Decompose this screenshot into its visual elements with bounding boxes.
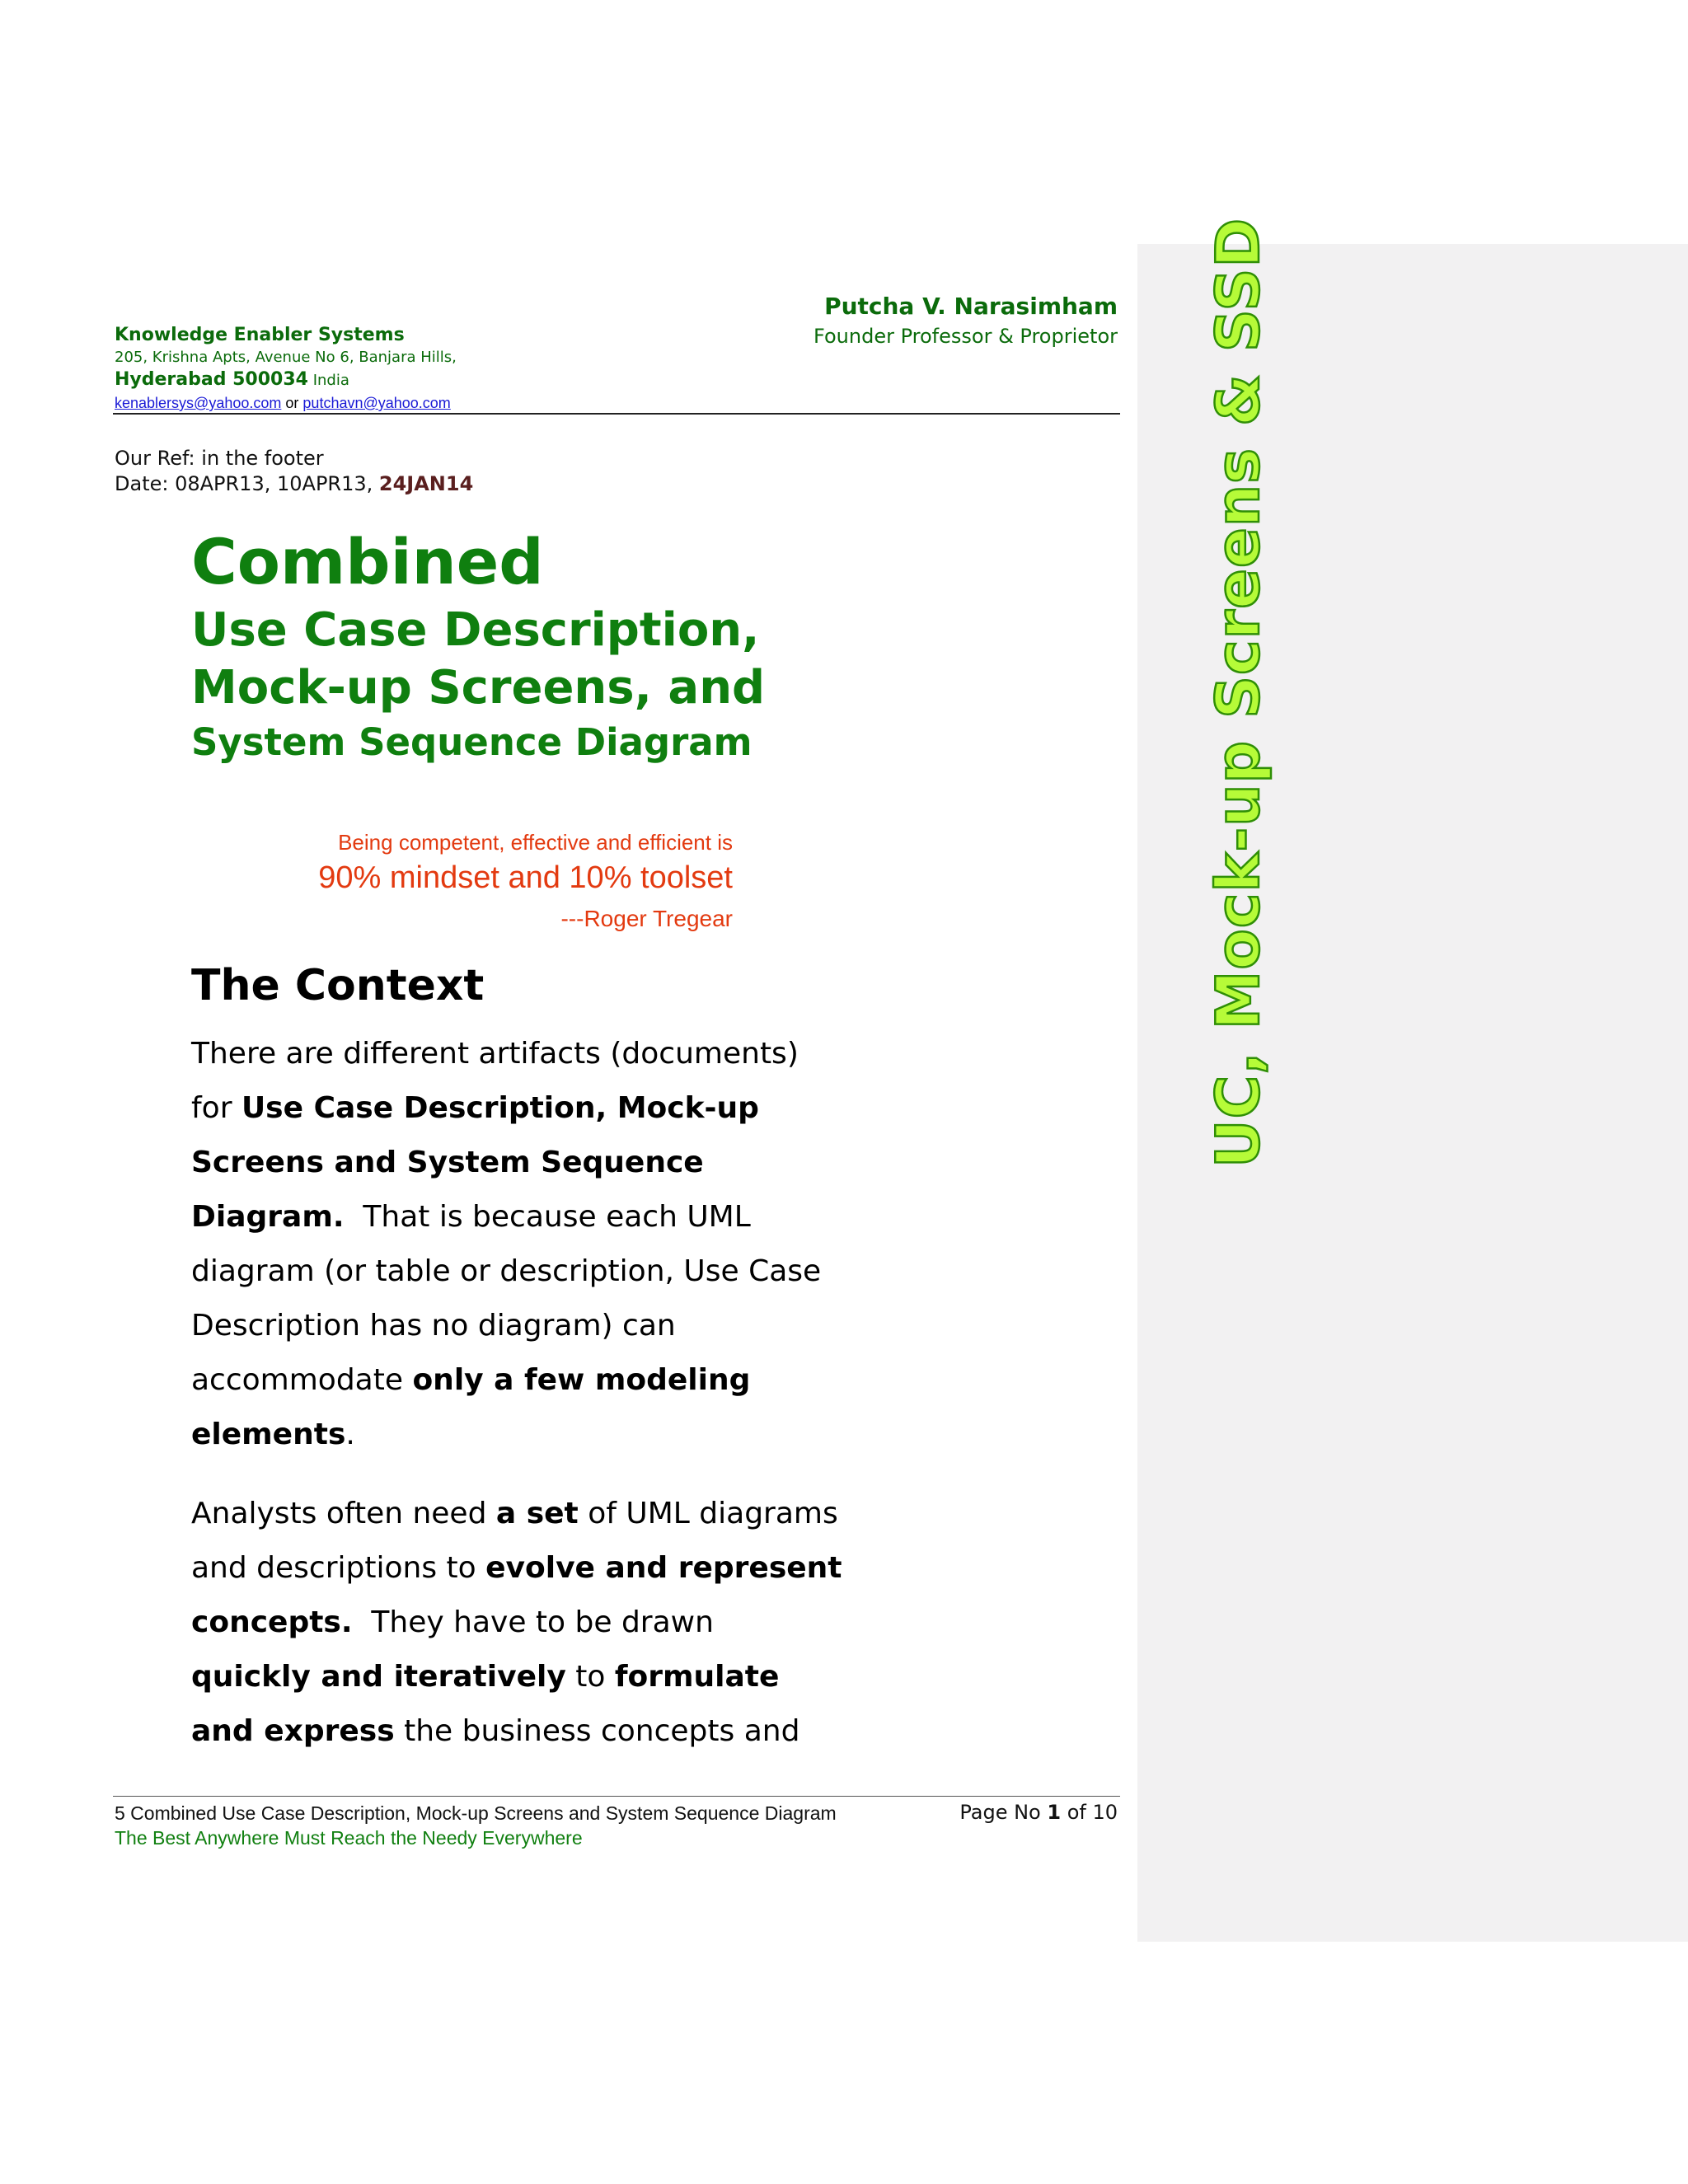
- country: India: [312, 372, 349, 389]
- vertical-title-text: UC, Mock-up Screens & SSD: [1203, 217, 1273, 1168]
- paragraph-1: [191, 1027, 821, 1462]
- para2-bold: and express: [191, 1714, 395, 1748]
- date-prefix: Date: 08APR13, 10APR13,: [115, 472, 379, 495]
- para2-line-4: [191, 1650, 842, 1704]
- page-suffix: of 10: [1061, 1801, 1118, 1824]
- city: Hyderabad 500034: [115, 369, 308, 390]
- reference-block: [115, 446, 473, 497]
- title-line-3: Mock-up Screens, and: [191, 661, 766, 715]
- page-current: 1: [1047, 1801, 1062, 1824]
- para2-text: to: [565, 1660, 615, 1694]
- date-highlight: 24JAN14: [378, 472, 474, 495]
- quote-author: ---Roger Tregear: [560, 906, 733, 931]
- paragraph-2: [191, 1487, 842, 1759]
- para1-text: accommodate: [191, 1363, 413, 1397]
- our-ref: Our Ref: in the footer: [115, 447, 324, 470]
- para1-bold: Screens and System Sequence: [191, 1146, 704, 1179]
- para1-line-8: [191, 1408, 821, 1462]
- email-line: [115, 392, 457, 414]
- para2-bold: quickly and iteratively: [191, 1660, 566, 1694]
- para1-bold: only a few modeling: [412, 1363, 751, 1397]
- letterhead-left: [115, 324, 457, 414]
- para2-text: the business concepts and: [394, 1714, 800, 1748]
- para2-line-5: [191, 1704, 842, 1759]
- email-separator: or: [285, 395, 299, 411]
- page-number: [959, 1799, 1118, 1825]
- footer-doc-title: 5 Combined Use Case Description, Mock-up Screens and System Sequence Diagram: [115, 1802, 837, 1824]
- title-line-2: Use Case Description,: [191, 603, 760, 657]
- address-line: 205, Krishna Apts, Avenue No 6, Banjara Hills,: [115, 349, 457, 366]
- para2-line-3: [191, 1596, 842, 1650]
- header-divider: [113, 413, 1120, 415]
- para1-text: That is because each UML: [344, 1200, 751, 1234]
- para2-bold: concepts.: [191, 1605, 353, 1639]
- document-title: [191, 523, 765, 768]
- city-line: [115, 368, 457, 392]
- para1-line-5: diagram (or table or description, Use Case: [191, 1254, 822, 1288]
- para1-line-6: Description has no diagram) can: [191, 1309, 676, 1343]
- para2-line-1: [191, 1487, 842, 1541]
- para1-text: .: [345, 1418, 355, 1451]
- quote-line-2: 90% mindset and 10% toolset: [318, 860, 733, 895]
- para1-bold: Use Case Description, Mock-up: [241, 1091, 759, 1125]
- date-line: [115, 471, 473, 497]
- quote-line-1: Being competent, effective and efficient is: [338, 830, 733, 855]
- para1-bold: elements: [191, 1418, 346, 1451]
- para2-text: of UML diagrams: [578, 1497, 838, 1530]
- email-link-2[interactable]: putchavn@yahoo.com: [302, 395, 451, 411]
- para1-line-7: [191, 1353, 821, 1408]
- page-prefix: Page No: [959, 1801, 1048, 1824]
- para1-text: for: [191, 1091, 241, 1125]
- footer-left: [115, 1801, 837, 1850]
- para2-bold: evolve and represent: [485, 1551, 842, 1585]
- person-title: Founder Professor & Proprietor: [814, 325, 1118, 348]
- footer-motto: The Best Anywhere Must Reach the Needy Everywhere: [115, 1827, 583, 1849]
- para1-line-4: [191, 1190, 821, 1244]
- para1-bold: Diagram.: [191, 1200, 345, 1234]
- section-heading: The Context: [191, 961, 485, 1010]
- email-link-1[interactable]: kenablersys@yahoo.com: [115, 395, 282, 411]
- title-main: Combined: [191, 525, 544, 598]
- quote-block: [318, 827, 733, 939]
- para2-bold: formulate: [614, 1660, 780, 1694]
- para2-bold: a set: [495, 1497, 579, 1530]
- title-line-4: System Sequence Diagram: [191, 720, 753, 764]
- para1-line-3: [191, 1136, 821, 1190]
- footer-divider: [113, 1796, 1120, 1797]
- para2-text: They have to be drawn: [352, 1605, 714, 1639]
- para2-text: Analysts often need: [191, 1497, 496, 1530]
- para1-line-2: [191, 1081, 821, 1136]
- letterhead-right: [814, 291, 1118, 350]
- para2-text: and descriptions to: [191, 1551, 486, 1585]
- person-name: Putcha V. Narasimham: [824, 293, 1118, 320]
- para2-line-2: [191, 1541, 842, 1596]
- org-name: Knowledge Enabler Systems: [115, 325, 405, 345]
- para1-line-1: There are different artifacts (documents): [191, 1037, 799, 1071]
